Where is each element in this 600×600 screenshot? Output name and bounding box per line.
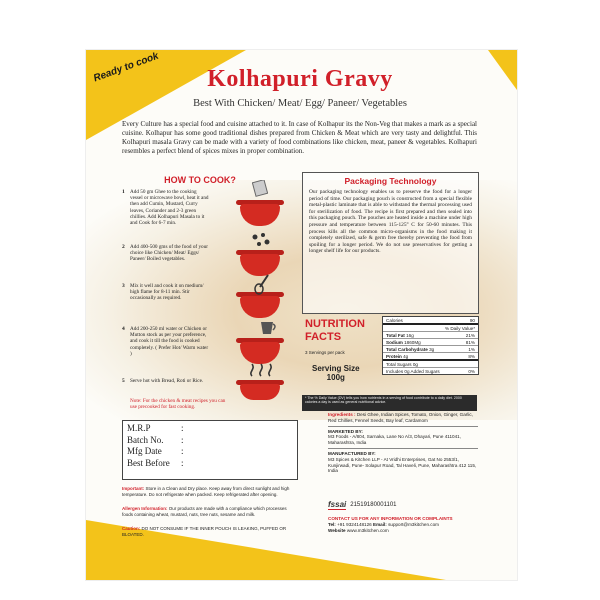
step-text: Add 400-500 gms of the food of your choice like Chicken/ Meat/ Eggs/ Paneer/ Boiled vegetables. (130, 244, 208, 263)
packaging-text: Our packaging technology enables us to preserve the food for a longer period of time. Our packaging pouch is constructed from a special flexible metal-plastic laminate that is able to withstand the thermal processing used for sterilization of food. The recipe is first prepared and then sealed into this packaging pouch. The pouches are heated inside a machine under high pressure and temperature between 115-125° C for 50-60 minutes. This process kills all the common micro-organisms in the food making it completely sterilized, safe & germ free thereby preventing the food from spoiling for a longer period. We do not use preservatives for getting a longer shelf life for our products. (309, 189, 472, 255)
nutrition-facts-title (305, 318, 365, 344)
caution-notice (122, 526, 298, 537)
mrp-label: M.R.P (127, 423, 151, 433)
email-label: Email: (373, 522, 387, 527)
mfg-row (127, 446, 293, 458)
manufactured-text: M3 Spices & Kitchen LLP - At Vridhi Enterprises, Gat No 2553/1, Kunjirwadi, Pune- Solapur Road, Tal Haveli, Pune, Maharashtra 412 115, India (328, 456, 477, 474)
ingredients-text: Desi Ghee, Indian Spices, Tomato, Onion, Ginger, Garlic, Red Chillies, Fennel Seeds, Bay leaf, Cardamom (328, 412, 473, 423)
step-number: 4 (122, 326, 125, 332)
nutrient-label: Total Sugars (386, 361, 412, 367)
nutrient-amount: 0g (412, 361, 418, 367)
nutrient-amount: 4g (403, 353, 409, 359)
nutrient-amount: 16g (406, 332, 414, 338)
cook-step-2 (122, 244, 210, 263)
marketed-head: MARKETED BY: (328, 428, 363, 434)
nutrient-value: 21% (465, 332, 475, 338)
intro-paragraph: Every Culture has a special food and cuisine attached to it. In case of Kolhapur its the Non-Veg that makes a mark as a special cuisine. Kolhapur has some good traditional dishes prepared from Chicken & Meat which are very tasty and delightful. This Kolhapuri masala Gravy can be made with a variety of food combinations like chicken, meat, paneer & vegetables. Kolhapuri resembles a perfect blend of spices mixes in proper combination. (122, 120, 477, 155)
step-number: 3 (122, 283, 125, 289)
nutrient-label: Total Fat (386, 332, 405, 338)
nutrition-title-line2: FACTS (305, 331, 342, 343)
cook-step-3 (122, 283, 210, 302)
serving-size-label: Serving Size (312, 364, 360, 373)
nutrition-row (383, 361, 478, 368)
ingredients-falling-icon (250, 232, 272, 248)
website-label: Website (328, 528, 346, 533)
nutrient-label: Total Carbohydrate (386, 346, 428, 352)
bowl-icon (240, 384, 280, 400)
masala-pack-icon (252, 180, 268, 198)
step-text: Add 50 gm Ghee to the cooking vessel or microwave bowl, heat it and then add Cumin, Mustard, Curry leaves, Coriander and 2-3 green chillies. Add Kolhapuri Masala to it and Cook for 6-7 min. (130, 189, 209, 227)
important-head: Important: (122, 486, 145, 491)
important-notice (122, 486, 298, 497)
important-text: Store in a Clean and Dry place. Keep away from direct sunlight and high temperature. Do not refrigerate when packed. Keep refrigerated after opening. (122, 486, 290, 497)
email-address[interactable]: support@m3kitchen.com (388, 522, 439, 527)
fssai-number: 21519180001101 (350, 502, 397, 508)
nutrient-label: Includes 0g Added Sugars (386, 368, 440, 374)
best-before-sep: : (181, 457, 184, 468)
step-text: Mix it well and cook it on medium/ high flame for 8-11 min. Stir occasionally as required. (130, 283, 204, 302)
cook-note: Note: For the chicken & meat recipes you can use precooked for fast cooking. (130, 398, 226, 411)
allergen-head: Allergen Information: (122, 506, 168, 511)
allergen-text: Our products are made with a compliance which processes foods containing wheat, mustard, nuts, tree nuts, sesame and milk. (122, 506, 287, 517)
tel-label: Tel: (328, 522, 336, 527)
batch-label: Batch No. (127, 434, 164, 445)
ingredients-company-block (328, 412, 478, 474)
step-number: 1 (122, 189, 125, 195)
manufactured-by (328, 451, 478, 474)
dv-header: % Daily Value* (444, 325, 475, 331)
cook-step-1 (122, 189, 210, 227)
manufactured-head: MANUFACTURED BY: (328, 450, 376, 456)
nutrition-row (383, 353, 478, 361)
mfg-label: Mfg Date (127, 446, 162, 456)
divider (328, 426, 478, 427)
servings-per-pack: 3 Servings per pack (305, 350, 345, 355)
cook-step-4 (122, 326, 210, 357)
mrp-batch-box (122, 420, 298, 480)
website-url[interactable]: www.m3kitchen.com (346, 528, 389, 533)
nutrient-value: 0% (468, 368, 475, 374)
best-before-label: Best Before (127, 457, 170, 468)
mrp-row (127, 423, 293, 435)
nutrition-row (383, 346, 478, 353)
mrp-sep: : (181, 423, 184, 433)
contact-block (328, 516, 483, 534)
nutrient-amount: 3g (429, 346, 435, 352)
step-number: 5 (122, 378, 125, 384)
contact-head: CONTACT US FOR ANY INFORMATION OR COMPLAINTS (328, 516, 453, 521)
nutrient-amount: 1860Mg (404, 339, 421, 345)
website-line (328, 528, 483, 534)
mfg-sep: : (181, 446, 184, 456)
caution-head: Caution: (122, 526, 141, 531)
how-to-cook-title: HOW TO COOK? (164, 175, 236, 185)
divider (328, 448, 478, 449)
nutrient-value: 8% (468, 353, 475, 359)
nutrition-row (383, 339, 478, 346)
nutrient-label: Sodium (386, 339, 403, 345)
packaging-title: Packaging Technology (344, 176, 437, 186)
nutrition-row-dv-header (383, 325, 478, 332)
best-before-row (127, 458, 293, 470)
nutrition-table (382, 316, 479, 375)
nutrition-row (383, 332, 478, 339)
step-number: 2 (122, 244, 125, 250)
whisk-icon (252, 273, 272, 295)
nutrient-label: Protein (386, 353, 402, 359)
product-title: Kolhapuri Gravy (207, 66, 393, 92)
allergen-notice (122, 506, 298, 517)
ingredients (328, 412, 478, 424)
step-text: Serve hot with Bread, Roti or Rice. (130, 378, 204, 384)
cook-step-5 (122, 378, 210, 384)
tel-number[interactable]: +91 9324148126 (337, 522, 372, 527)
steam-icon (246, 362, 276, 378)
caution-text: DO NOT CONSUME IF THE INNER POUCH IS LEAKING, PUFFED OR BLOATED. (122, 526, 287, 537)
fssai-license (328, 500, 397, 510)
jug-icon (258, 318, 278, 338)
marketed-text: M3 Foods - A/804, Sarnaka, Lane No A/3, Dhayari, Pune 411041, Maharashtra, India (328, 434, 461, 446)
nutrient-label: Calories (386, 317, 403, 323)
nutrition-row (383, 368, 478, 374)
nutrition-row-calories (383, 317, 478, 325)
product-subtitle: Best With Chicken/ Meat/ Egg/ Paneer/ Vegetables (193, 98, 407, 109)
batch-row (127, 435, 293, 447)
ready-to-cook-ribbon: Ready to cook (92, 50, 161, 85)
daily-value-note: * The % Daily Value (DV) tells you how nutrients in a serving of food contribute to a daily diet. 2000 calories a day is used as general nutritional advice. (302, 395, 477, 411)
nutrient-value: 81% (465, 339, 475, 345)
marketed-by (328, 429, 478, 446)
fssai-logo: fssai (328, 500, 347, 509)
nutrient-value: 90 (469, 317, 475, 323)
nutrition-title-line1: NUTRITION (305, 318, 365, 330)
packaging-technology-box (302, 172, 479, 314)
serving-size-value: 100g (326, 373, 345, 382)
batch-sep: : (181, 434, 184, 445)
nutrient-value: 1% (468, 346, 475, 352)
ingredients-head: Ingredients : (328, 412, 356, 417)
serving-size (312, 364, 360, 382)
step-text: Add 200-250 ml water or Chicken or Mutton stock as per your preference, and cook it till the food is cooked completely. ( Prefer Hot/ Warm water ) (130, 326, 209, 357)
